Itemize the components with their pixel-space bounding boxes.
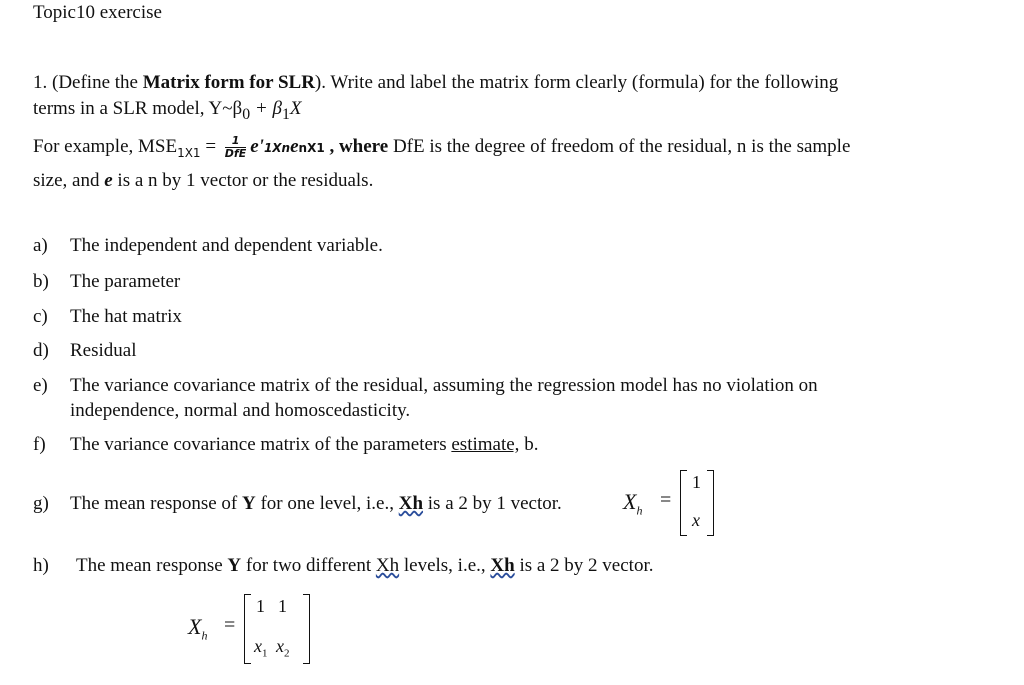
item-f-text: The variance covariance matrix of the parameters (70, 434, 452, 455)
item-text-c: The hat matrix (70, 306, 182, 327)
matrix-h-x1: x (254, 636, 262, 656)
item-label-b: b) (33, 271, 49, 292)
item-h-text4: is a 2 by 2 vector. (514, 555, 654, 576)
item-g-y: Y (242, 493, 256, 514)
fraction-denominator: DfE (224, 147, 247, 161)
fraction-numerator: 1 (225, 135, 246, 148)
matrix-g-left-bracket (680, 470, 687, 536)
item-text-d: Residual (70, 340, 137, 361)
matrix-h-cell-12: 1 (278, 596, 287, 616)
model-beta1: + β (250, 98, 282, 119)
example-line2-text: size, and (33, 170, 105, 191)
item-label-h: h) (33, 555, 49, 576)
item-h-y: Y (227, 555, 242, 576)
matrix-h-cell-11: 1 (256, 596, 265, 616)
matrix-h-lhs (188, 614, 207, 643)
matrix-g-right-bracket (707, 470, 714, 536)
model-x: X (289, 98, 302, 119)
item-g-text3: is a 2 by 1 vector. (423, 493, 562, 514)
item-h-text3: levels, i.e., (399, 555, 491, 576)
matrix-h-x2-sub: 2 (284, 647, 290, 660)
question-intro-rest: ). Write and label the matrix form clearly (formula) for the following (314, 72, 839, 93)
item-f-b: b. (519, 434, 539, 455)
item-text-e-line2: independence, normal and homoscedasticity. (70, 400, 411, 421)
item-g-text2: for one level, i.e., (255, 493, 399, 514)
matrix-h (244, 594, 310, 664)
item-text-a: The independent and dependent variable. (70, 235, 383, 256)
matrix-h-right-bracket (303, 594, 310, 664)
question-intro: (Define the (52, 72, 143, 93)
example-text: For example, MSE (33, 136, 178, 157)
item-label-g: g) (33, 493, 49, 514)
example-eq: = (200, 136, 221, 157)
matrix-g-cell-top: 1 (692, 472, 701, 492)
item-text-e: The variance covariance matrix of the residual, assuming the regression model has no violation on (70, 375, 818, 396)
matrix-h-cell-22 (276, 636, 290, 660)
matrix-h-left-bracket (244, 594, 251, 664)
page-title: Topic10 exercise (33, 2, 162, 23)
model-text: terms in a SLR model, Y~β (33, 98, 243, 119)
example-e: e (290, 136, 299, 157)
matrix-h-eq: = (224, 614, 236, 636)
item-h-text: The mean response (76, 555, 228, 576)
item-label-f: f) (33, 434, 46, 455)
example-line-2 (33, 168, 373, 194)
example-e-transpose: e' (250, 136, 264, 157)
matrix-h-x1-sub: 1 (262, 647, 268, 660)
example-line2-e: e (104, 170, 113, 191)
matrix-g-eq: = (660, 489, 672, 511)
matrix-h-sub: h (201, 628, 208, 643)
question-number: 1. (33, 72, 48, 93)
matrix-g-lhs (623, 489, 642, 518)
item-label-d: d) (33, 340, 49, 361)
item-h-xh2: Xh (490, 555, 515, 576)
item-text-h (76, 555, 653, 577)
matrix-h-cell-21 (254, 636, 268, 660)
question-bold-term: Matrix form for SLR (142, 72, 315, 93)
item-label-e: e) (33, 375, 48, 396)
example-fraction (225, 135, 246, 160)
item-g-text: The mean response of (70, 493, 242, 514)
matrix-h-x: X (188, 614, 202, 639)
matrix-g-cell-bottom: x (692, 510, 700, 530)
item-text-f (70, 434, 538, 456)
item-f-underlined: estimate, (451, 434, 520, 455)
item-g-xh: Xh (398, 493, 424, 514)
item-text-g (70, 493, 562, 515)
example-where: , where (324, 136, 389, 157)
question-line-2 (33, 96, 301, 128)
item-label-c: c) (33, 306, 48, 327)
example-e2-sub: nX1 (298, 141, 325, 155)
model-sub0: 0 (242, 105, 251, 123)
item-h-xh1: Xh (375, 555, 400, 576)
matrix-g (680, 470, 714, 536)
example-mse-sub: 1X1 (177, 145, 201, 160)
matrix-g-sub: h (636, 503, 643, 518)
example-line2-rest: is a n by 1 vector or the residuals. (112, 170, 374, 191)
matrix-g-x: X (623, 489, 637, 514)
matrix-h-x2: x (276, 636, 284, 656)
example-e1-sub: 1Xn (263, 141, 291, 155)
item-text-b: The parameter (70, 271, 181, 292)
question-line-1 (33, 70, 838, 96)
model-sub1: 1 (281, 105, 290, 123)
example-rest: DfE is the degree of freedom of the residual, n is the sample (388, 136, 851, 157)
example-line-1 (33, 134, 850, 166)
item-label-a: a) (33, 235, 48, 256)
item-h-text2: for two different (241, 555, 376, 576)
